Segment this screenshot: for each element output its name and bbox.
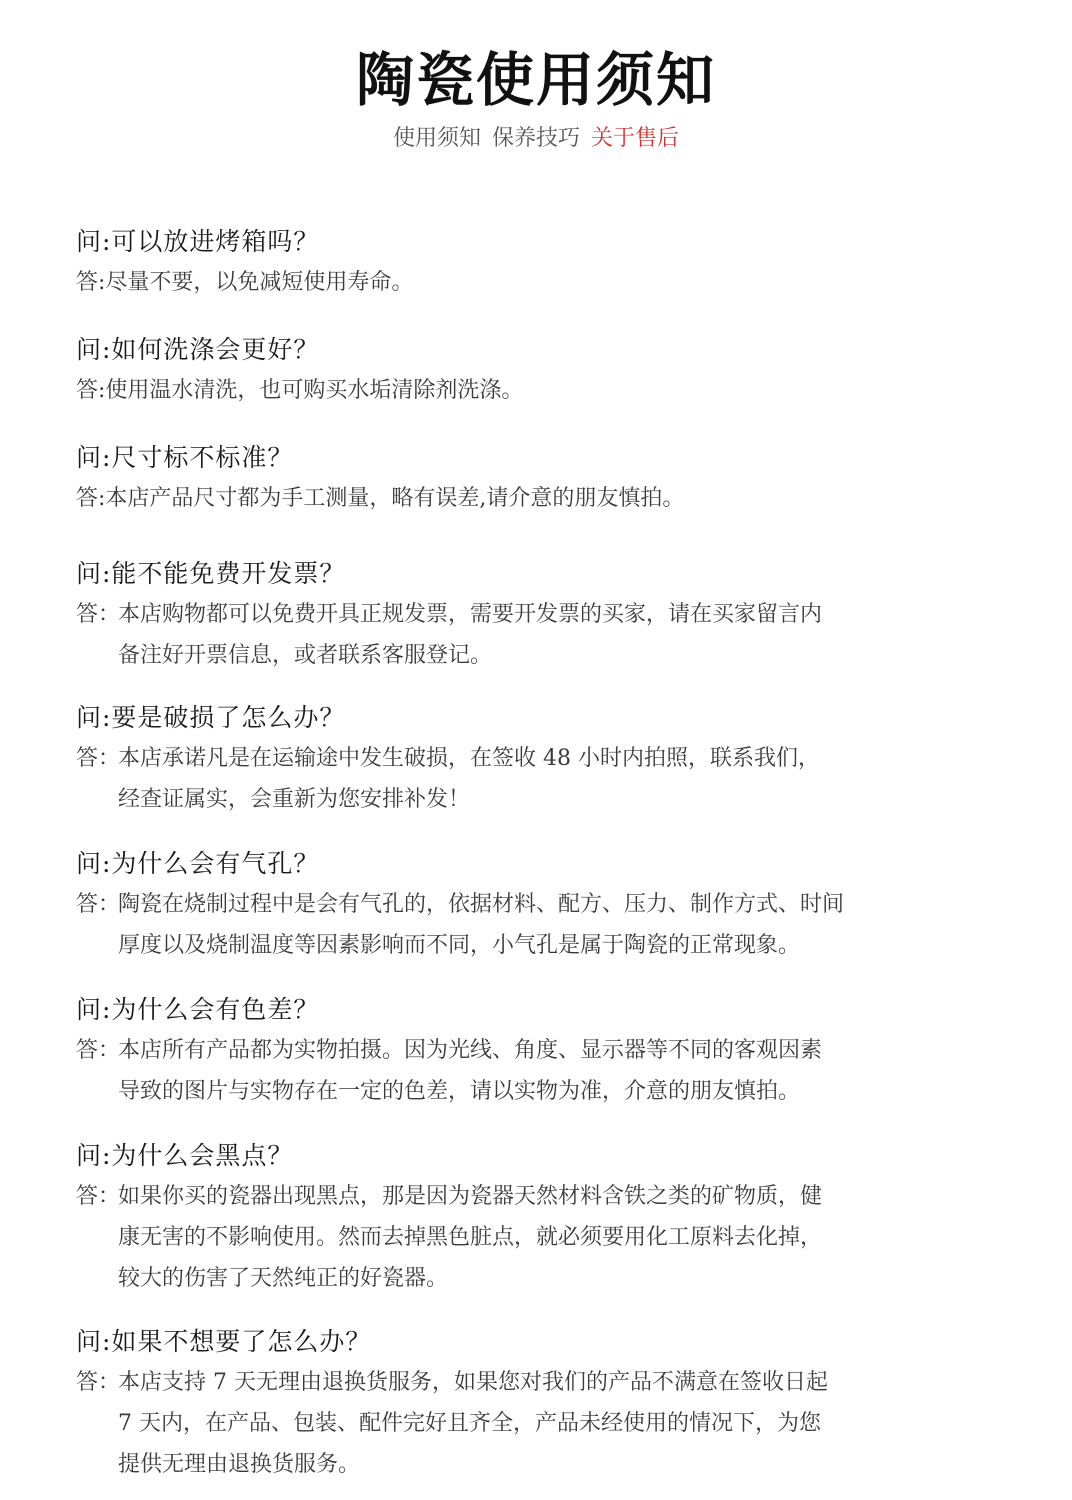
faq-question: 问:为什么会有气孔？: [76, 849, 320, 878]
faq-answer: [76, 370, 976, 411]
faq-item-color-difference: [76, 990, 976, 1112]
answer-text: [118, 738, 976, 820]
answer-line: 导致的图片与实物存在一定的色差，请以实物为准，介意的朋友慎拍。: [118, 1079, 801, 1104]
answer-line: 陶瓷在烧制过程中是会有气孔的，依据材料、配方、压力、制作方式、时间: [118, 892, 845, 917]
faq-question: 问:能不能免费开发票？: [76, 559, 346, 588]
faq-item-pores: [76, 844, 976, 966]
faq-question: 问:尺寸标不标准？: [76, 443, 294, 472]
answer-line: 本店支持 7 天无理由退换货服务，如果您对我们的产品不满意在签收日起: [118, 1370, 828, 1395]
answer-prefix: 答：: [76, 1370, 121, 1395]
answer-text: [118, 594, 976, 676]
faq-item-black-spots: [76, 1136, 976, 1299]
answer-line: 本店所有产品都为实物拍摄。因为光线、角度、显示器等不同的客观因素: [118, 1038, 823, 1063]
faq-answer: [76, 594, 976, 676]
answer-prefix: 答:: [76, 378, 106, 403]
faq-answer: [76, 262, 976, 303]
answer-line: 本店承诺凡是在运输途中发生破损，在签收 48 小时内拍照，联系我们，: [118, 746, 820, 771]
answer-prefix: 答：: [76, 1184, 121, 1209]
answer-line: 使用温水清洗，也可购买水垢清除剂洗涤。: [105, 378, 524, 403]
faq-question: 问:为什么会有色差？: [76, 995, 320, 1024]
answer-prefix: 答：: [76, 746, 121, 771]
faq-item-washing: [76, 330, 976, 411]
faq-question: 问:可以放进烤箱吗？: [76, 227, 320, 256]
subtitle-after-sales: 关于售后: [591, 126, 680, 151]
answer-text: [118, 1030, 976, 1112]
page-title: 陶瓷使用须知: [355, 46, 716, 114]
faq-answer: [76, 478, 976, 519]
answer-prefix: 答:: [76, 270, 106, 295]
answer-line: 提供无理由退换货服务。: [118, 1452, 361, 1477]
page-subtitle: [0, 124, 1072, 154]
faq-question: 问:如何洗涤会更好？: [76, 335, 320, 364]
answer-text: [118, 1176, 976, 1299]
faq-answer: [76, 738, 976, 820]
answer-line: 经查证属实，会重新为您安排补发！: [118, 787, 471, 812]
answer-prefix: 答:: [76, 486, 106, 511]
faq-answer: [76, 884, 976, 966]
subtitle-usage-notes: 使用须知: [392, 126, 481, 151]
answer-text: [118, 884, 976, 966]
answer-line: 康无害的不影响使用。然而去掉黑色脏点，就必须要用化工原料去化掉，: [118, 1225, 823, 1250]
faq-item-oven: [76, 222, 976, 303]
faq-answer: [76, 1362, 976, 1485]
answer-line: 备注好开票信息，或者联系客服登记。: [118, 643, 493, 668]
faq-item-returns: [76, 1322, 976, 1485]
answer-line: 厚度以及烧制温度等因素影响而不同，小气孔是属于陶瓷的正常现象。: [118, 933, 801, 958]
faq-answer: [76, 1030, 976, 1112]
answer-prefix: 答：: [76, 1038, 121, 1063]
answer-line: 7 天内，在产品、包装、配件完好且齐全，产品未经使用的情况下，为您: [118, 1411, 821, 1436]
answer-prefix: 答：: [76, 892, 121, 917]
faq-question: 问:为什么会黑点？: [76, 1141, 294, 1170]
faq-answer: [76, 1176, 976, 1299]
answer-text: [105, 478, 976, 519]
answer-line: 本店产品尺寸都为手工测量，略有误差,请介意的朋友慎拍。: [105, 486, 685, 511]
faq-item-size: [76, 438, 976, 519]
answer-text: [118, 1362, 976, 1485]
faq-item-damage: [76, 698, 976, 820]
answer-line: 本店购物都可以免费开具正规发票，需要开发票的买家，请在买家留言内: [118, 602, 823, 627]
answer-text: [105, 262, 976, 303]
subtitle-care-tips: 保养技巧: [491, 126, 580, 151]
faq-question: 问:如果不想要了怎么办？: [76, 1327, 372, 1356]
answer-prefix: 答：: [76, 602, 121, 627]
answer-line: 尽量不要，以免减短使用寿命。: [105, 270, 414, 295]
faq-question: 问:要是破损了怎么办？: [76, 703, 346, 732]
header: [0, 38, 1072, 154]
faq-item-invoice: [76, 554, 976, 676]
answer-line: 如果你买的瓷器出现黑点，那是因为瓷器天然材料含铁之类的矿物质，健: [118, 1184, 823, 1209]
answer-line: 较大的伤害了天然纯正的好瓷器。: [118, 1266, 449, 1291]
answer-text: [105, 370, 976, 411]
